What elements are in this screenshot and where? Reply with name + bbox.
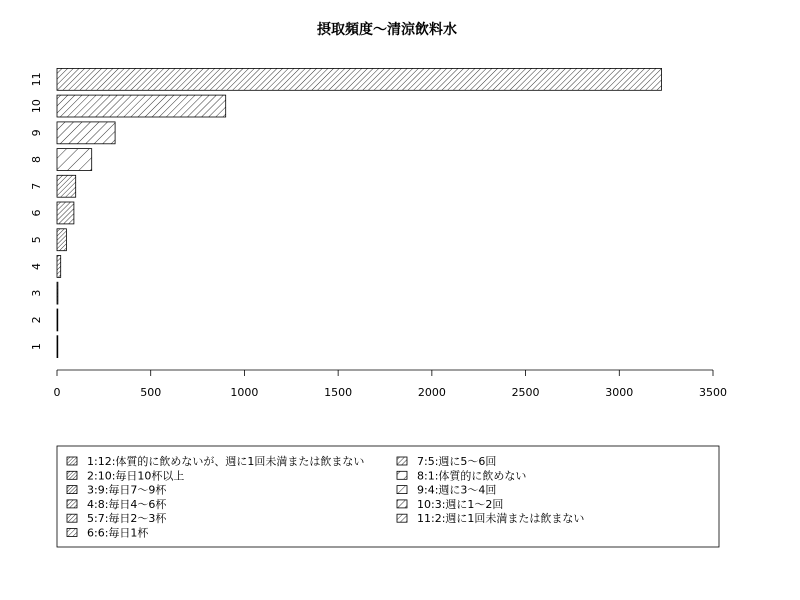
bar-9: [57, 122, 115, 144]
bar-3: [57, 282, 58, 304]
x-tick-label: 0: [53, 386, 61, 399]
bar-11: [57, 68, 662, 90]
legend-label: 1:12:体質的に飲めないが、週に1回未満または飲まない: [87, 455, 365, 468]
y-tick-label: 1: [30, 343, 43, 351]
legend-swatch: [67, 500, 77, 508]
legend-swatch: [67, 471, 77, 479]
legend-label: 2:10:毎日10杯以上: [87, 469, 185, 483]
bar-5: [57, 229, 66, 251]
legend-swatch: [397, 486, 407, 494]
bar-group: [57, 68, 662, 357]
x-tick-label: 3500: [699, 386, 727, 399]
legend-swatch: [67, 529, 77, 537]
y-tick-label: 4: [30, 262, 43, 270]
legend-label: 7:5:週に5～6回: [417, 455, 497, 468]
bar-10: [57, 95, 226, 117]
y-tick-label: 2: [30, 316, 43, 324]
legend-swatch: [397, 514, 407, 522]
legend-swatch: [67, 514, 77, 522]
bar-1: [57, 336, 58, 358]
bar-7: [57, 175, 76, 197]
legend-swatch: [397, 500, 407, 508]
legend: [57, 446, 719, 547]
y-tick-label: 10: [30, 99, 43, 114]
x-tick-label: 500: [140, 386, 162, 399]
legend-label: 9:4:週に3～4回: [417, 483, 497, 497]
bar-6: [57, 202, 74, 224]
bar-4: [57, 256, 61, 278]
x-tick-label: 1500: [324, 386, 353, 399]
x-tick-label: 1000: [230, 386, 259, 399]
x-tick-label: 2000: [417, 386, 446, 399]
y-tick-label: 6: [30, 209, 43, 217]
x-axis: [54, 370, 728, 399]
legend-swatch: [397, 457, 407, 465]
bar-2: [57, 309, 58, 331]
x-tick-label: 2500: [511, 386, 540, 399]
chart-title: 摂取頻度～清涼飲料水: [317, 22, 457, 38]
x-tick-label: 3000: [605, 386, 634, 399]
y-axis: [30, 72, 43, 350]
y-tick-label: 7: [30, 182, 43, 190]
legend-label: 11:2:週に1回未満または飲まない: [417, 512, 585, 526]
legend-label: 5:7:毎日2～3杯: [87, 512, 167, 526]
legend-swatch: [67, 486, 77, 494]
legend-label: 8:1:体質的に飲めない: [417, 469, 527, 483]
legend-swatch: [67, 457, 77, 465]
y-tick-label: 8: [30, 156, 43, 164]
y-tick-label: 11: [30, 72, 43, 87]
legend-label: 10:3:週に1～2回: [417, 497, 504, 511]
legend-label: 3:9:毎日7～9杯: [87, 483, 167, 497]
bar-8: [57, 149, 92, 171]
y-tick-label: 5: [30, 236, 43, 244]
legend-label: 6:6:毎日1杯: [87, 526, 149, 540]
legend-label: 4:8:毎日4～6杯: [87, 497, 167, 511]
y-tick-label: 9: [30, 129, 43, 137]
legend-swatch: [397, 471, 407, 479]
y-tick-label: 3: [30, 289, 43, 297]
